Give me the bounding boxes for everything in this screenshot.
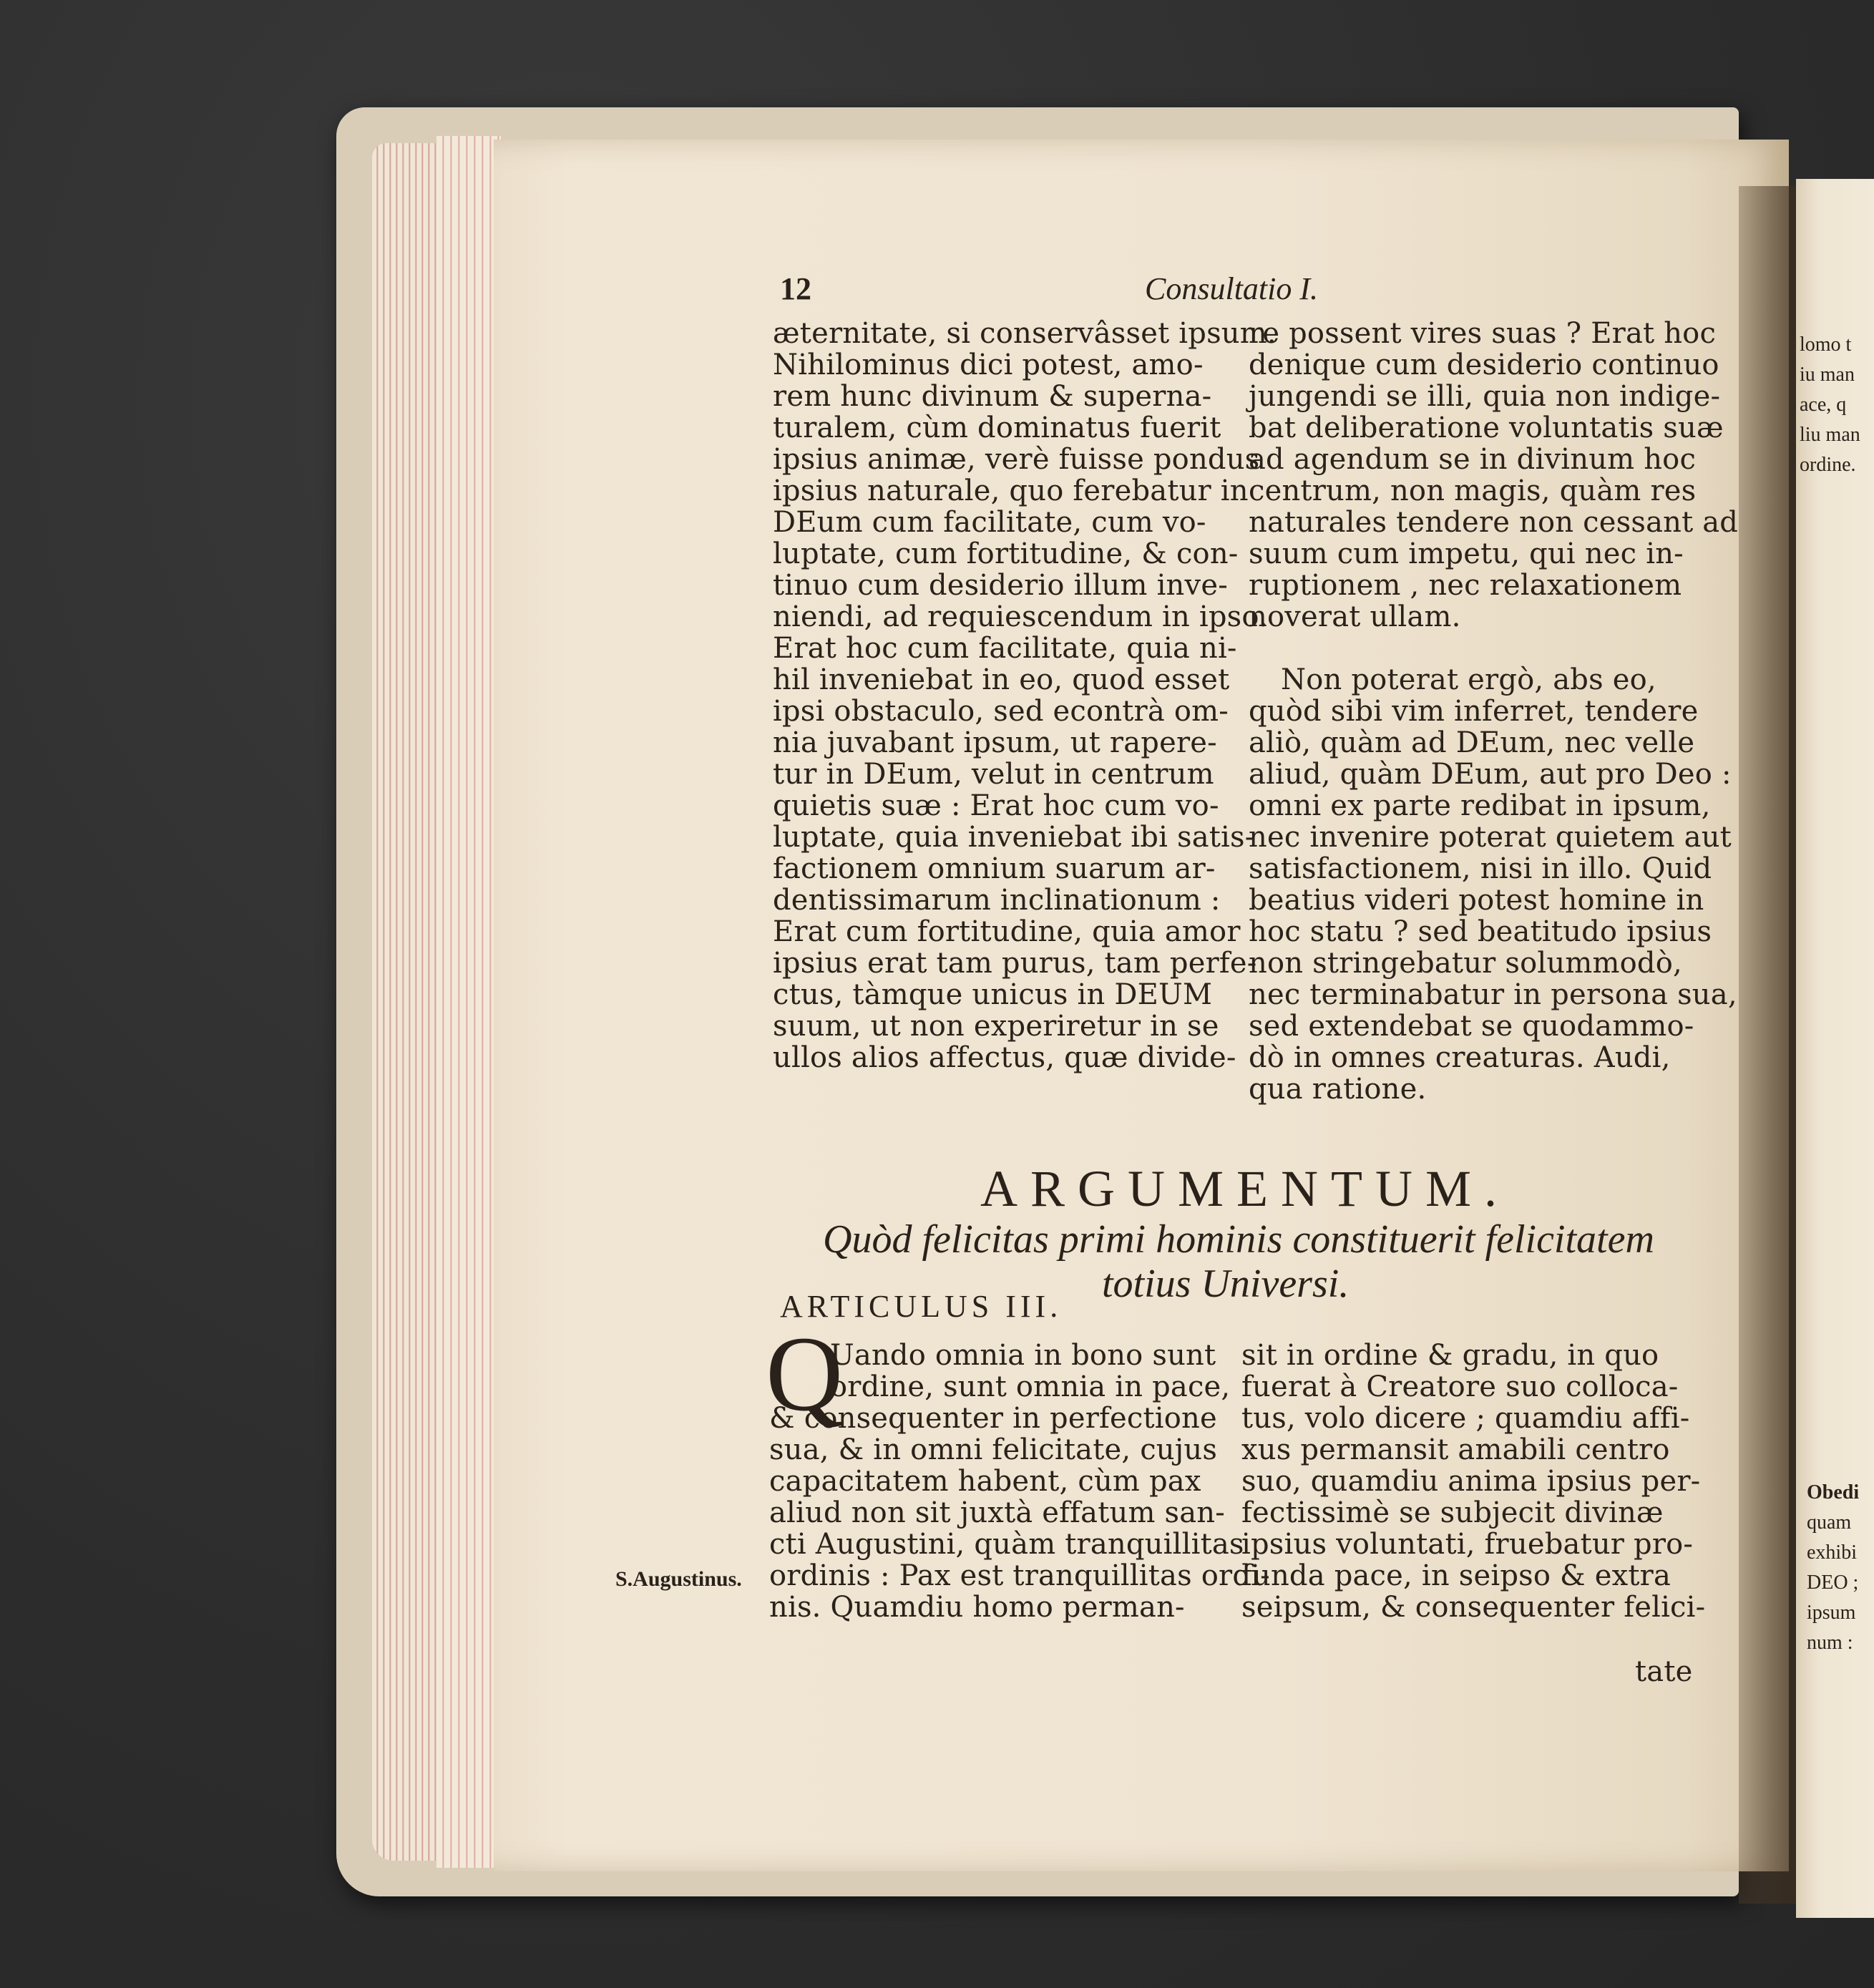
text-line: nia juvabant ipsum, ut rapere-	[773, 726, 1217, 759]
text-line: fectissimè se subjecit divinæ	[1241, 1496, 1664, 1529]
text-line: jungendi se illi, quia non indige-	[1249, 380, 1721, 413]
fragment-line: Obedi	[1807, 1481, 1860, 1504]
text-line: quietis suæ : Erat hoc cum vo-	[773, 789, 1219, 822]
text-line: funda pace, in seipso & extra	[1241, 1559, 1672, 1592]
text-line: xus permansit amabili centro	[1241, 1433, 1670, 1466]
text-line: ruptionem , nec relaxationem	[1249, 569, 1682, 602]
page-stack-edges-inner	[436, 136, 501, 1868]
text-line: luptate, cum fortitudine, & con-	[773, 537, 1239, 570]
text-line: bat deliberatione voluntatis suæ	[1249, 411, 1724, 444]
text-line: dò in omnes creaturas. Audi,	[1249, 1041, 1671, 1074]
text-line: nec terminabatur in persona sua,	[1249, 978, 1737, 1011]
text-line: niendi, ad requiescendum in ipso.	[773, 600, 1268, 633]
text-line: naturales tendere non cessant ad	[1249, 506, 1739, 539]
text-line: dentissimarum inclinationum :	[773, 884, 1221, 917]
text-line: ipsius animæ, verè fuisse pondus	[773, 443, 1260, 476]
argument-subtitle: Quòd felicitas primi hominis constituerit felicitatem	[823, 1217, 1654, 1262]
text-line: suo, quamdiu anima ipsius per-	[1241, 1465, 1701, 1498]
text-line: seipsum, & consequenter felici-	[1241, 1591, 1706, 1624]
text-line: nec invenire poterat quietem aut	[1249, 821, 1732, 854]
gutter-shadow	[1739, 186, 1796, 1904]
text-line: beatius videri potest homine in	[1249, 884, 1704, 917]
text-line: sua, & in omni felicitate, cujus	[769, 1433, 1218, 1466]
catchword: tate	[1635, 1655, 1693, 1688]
margin-note: S.Augustinus.	[615, 1567, 742, 1591]
fragment-line: ipsum	[1807, 1602, 1856, 1624]
text-line: turalem, cùm dominatus fuerit	[773, 411, 1221, 444]
text-line: aliud, quàm DEum, aut pro Deo :	[1249, 758, 1732, 791]
text-line: qua ratione.	[1249, 1073, 1427, 1106]
fragment-line: lomo t	[1800, 333, 1852, 356]
text-line: & consequenter in perfectione	[769, 1402, 1217, 1435]
text-line: satisfactionem, nisi in illo. Quid	[1249, 852, 1712, 885]
text-line: sed extendebat se quodammo-	[1249, 1010, 1694, 1043]
articulus-heading: ARTICULUS III.	[780, 1289, 1063, 1324]
text-line: DEum cum facilitate, cum vo-	[773, 506, 1206, 539]
text-line: tur in DEum, velut in centrum	[773, 758, 1214, 791]
fragment-line: iu man	[1800, 364, 1855, 386]
text-line: fuerat à Creatore suo colloca-	[1241, 1370, 1679, 1403]
page-stack-edges	[372, 143, 444, 1861]
text-line: hoc statu ? sed beatitudo ipsius	[1249, 915, 1712, 948]
text-line: ipsius voluntati, fruebatur pro-	[1241, 1528, 1694, 1561]
text-line: ipsius naturale, quo ferebatur in	[773, 474, 1249, 507]
text-line: re possent vires suas ? Erat hoc	[1249, 317, 1717, 350]
argument-subtitle-continued: totius Universi.	[1102, 1262, 1350, 1306]
text-line: Non poterat ergò, abs eo,	[1281, 663, 1656, 696]
text-line: ullos alios affectus, quæ divide-	[773, 1041, 1236, 1074]
text-line: ordine, sunt omnia in pace,	[830, 1370, 1231, 1403]
text-line: ordinis : Pax est tranquillitas ordi-	[769, 1559, 1270, 1592]
fragment-line: num :	[1807, 1632, 1853, 1654]
fragment-line: ordine.	[1800, 454, 1856, 476]
text-line: luptate, quia inveniebat ibi satis-	[773, 821, 1255, 854]
text-line: omni ex parte redibat in ipsum,	[1249, 789, 1711, 822]
argument-title: ARGUMENTUM.	[980, 1160, 1511, 1217]
text-line: ad agendum se in divinum hoc	[1249, 443, 1697, 476]
text-line: tus, volo dicere ; quamdiu affi-	[1241, 1402, 1690, 1435]
fragment-line: DEO ;	[1807, 1572, 1859, 1594]
text-line: ipsius erat tam purus, tam perfe-	[773, 947, 1257, 980]
fragment-line: ace, q	[1800, 394, 1847, 416]
running-head: Consultatio I.	[1145, 271, 1319, 306]
text-line: aliò, quàm ad DEum, nec velle	[1249, 726, 1695, 759]
text-line: suum cum impetu, qui nec in-	[1249, 537, 1684, 570]
text-line: hil inveniebat in eo, quod esset	[773, 663, 1230, 696]
text-line: rem hunc divinum & superna-	[773, 380, 1212, 413]
text-line: tinuo cum desiderio illum inve-	[773, 569, 1228, 602]
fragment-line: quam	[1807, 1511, 1852, 1534]
text-line: nis. Quamdiu homo perman-	[769, 1591, 1185, 1624]
text-line: aliud non sit juxtà effatum san-	[769, 1496, 1225, 1529]
text-line: ctus, tàmque unicus in DEUM	[773, 978, 1213, 1011]
text-line: capacitatem habent, cùm pax	[769, 1465, 1201, 1498]
text-line: quòd sibi vim inferret, tendere	[1249, 695, 1699, 728]
fragment-line: exhibi	[1807, 1541, 1857, 1564]
drop-cap: Q	[766, 1315, 844, 1433]
text-line: suum, ut non experiretur in se	[773, 1010, 1219, 1043]
text-line: sit in ordine & gradu, in quo	[1241, 1339, 1659, 1372]
text-line: Erat cum fortitudine, quia amor	[773, 915, 1241, 948]
text-line: cti Augustini, quàm tranquillitas	[769, 1528, 1244, 1561]
text-line: noverat ullam.	[1249, 600, 1461, 633]
text-line: Uando omnia in bono sunt	[830, 1339, 1216, 1372]
text-line: ipsi obstaculo, sed econtrà om-	[773, 695, 1229, 728]
text-line: factionem omnium suarum ar-	[773, 852, 1216, 885]
text-line: non stringebatur solummodò,	[1249, 947, 1682, 980]
text-line: centrum, non magis, quàm res	[1249, 474, 1697, 507]
text-line: Erat hoc cum facilitate, quia ni-	[773, 632, 1237, 665]
fragment-line: liu man	[1800, 424, 1860, 446]
text-line: denique cum desiderio continuo	[1249, 349, 1719, 381]
text-line: æternitate, si conservâsset ipsum.	[773, 317, 1277, 350]
text-line: Nihilominus dici potest, amo-	[773, 349, 1204, 381]
page-number: 12	[780, 271, 811, 306]
